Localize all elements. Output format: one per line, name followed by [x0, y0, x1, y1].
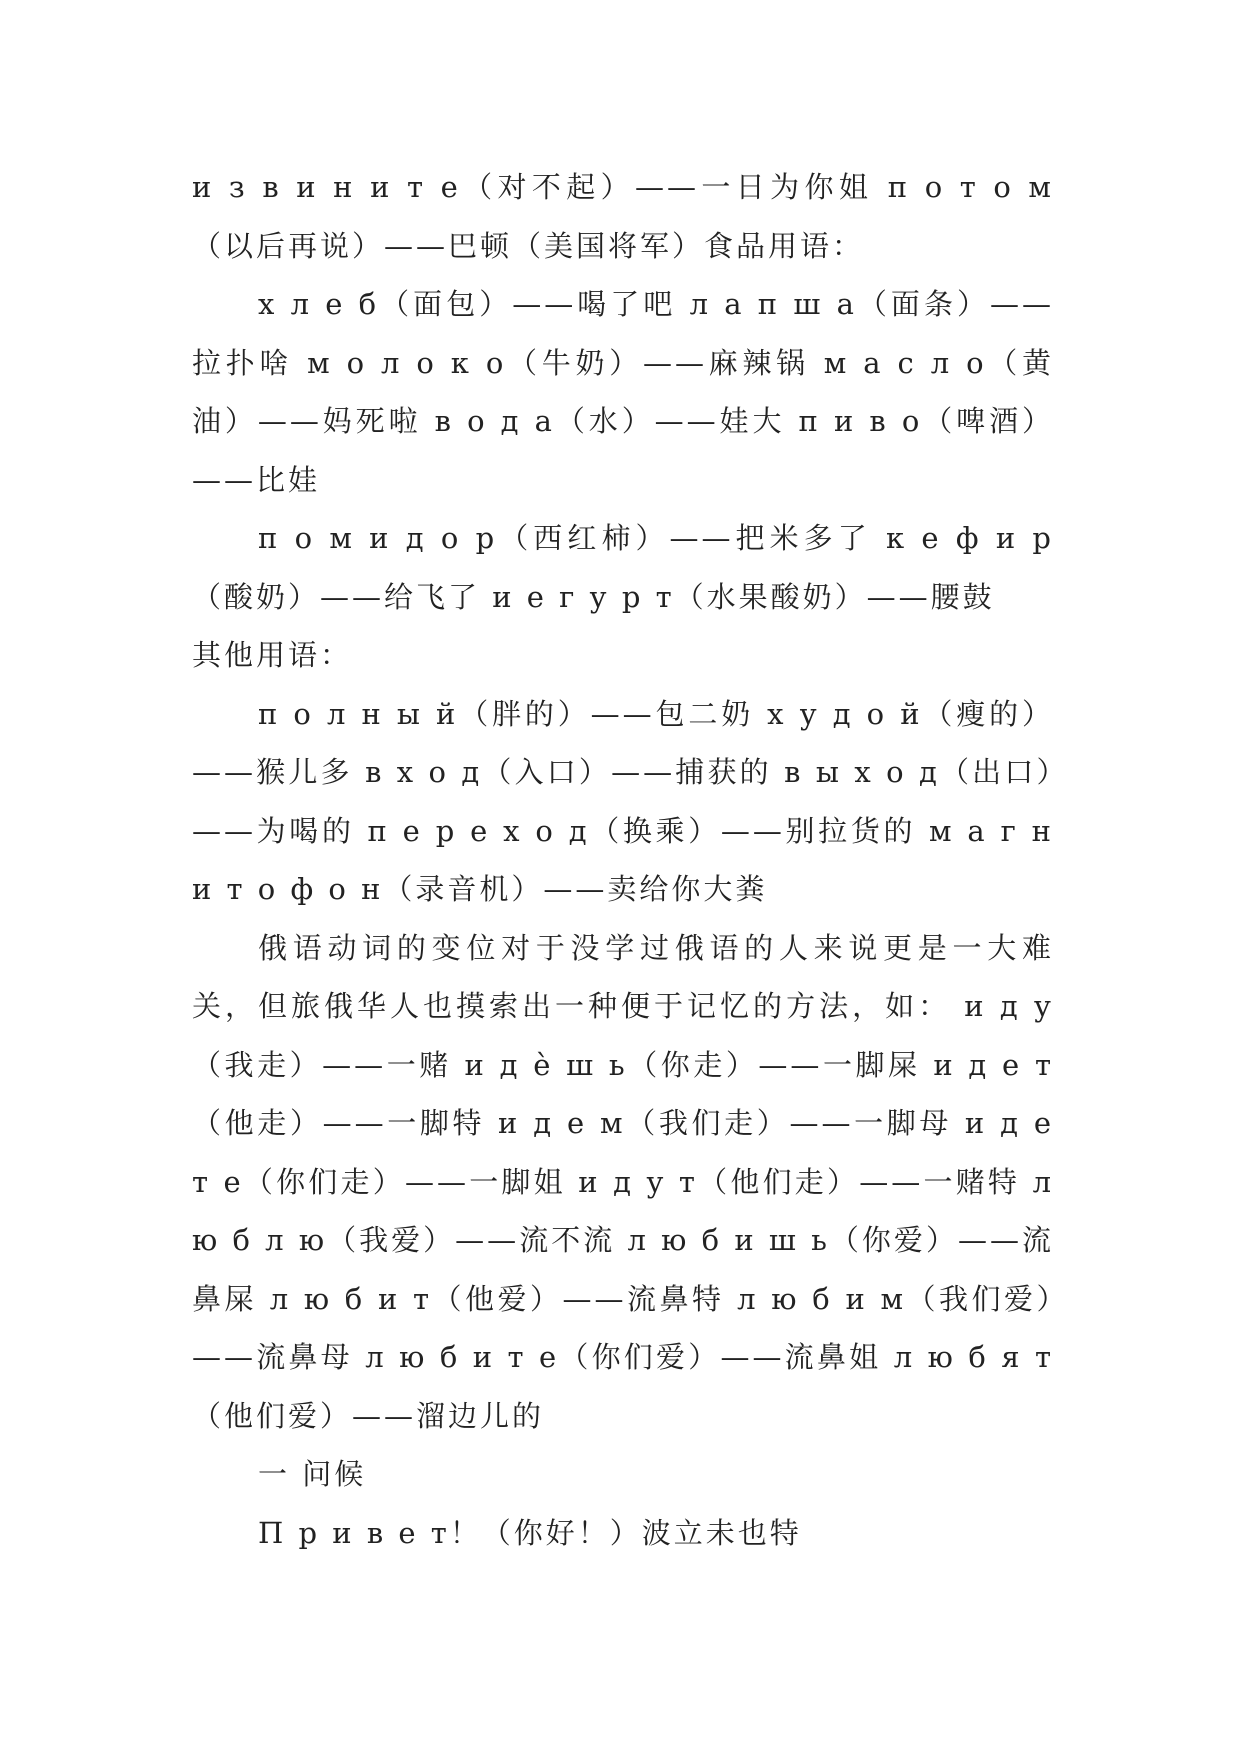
paragraph-food-terms-continued: п о м и д о р（西红柿）——把米多了 к е ф и р（酸奶）——给飞了 и е г у р т（水果酸奶）——腰鼓	[192, 521, 1054, 614]
document-body	[192, 158, 1054, 1562]
paragraph-greeting-privet: П р и в е т！（你好！）波立未也特	[258, 1515, 802, 1550]
section-heading-greetings: 一 问候	[258, 1457, 367, 1491]
paragraph-verb-conjugation: 俄语动词的变位对于没学过俄语的人来说更是一大难关，但旅俄华人也摸索出一种便于记忆的方法，如： и д у（我走）——一赌 и д ѐ ш ь（你走）——一脚屎 и д е т（他走）——一脚特 и д е м（我们走）——一脚母 и д е т е（你们走）——一脚姐 и д у т（他们走）——一赌特 л ю б л ю（我爱）——流不流 л ю б и ш ь（你爱）——流鼻屎 л ю б и т（他爱）——流鼻特 л ю б и м（我们爱）——流鼻母 л ю б и т е（你们爱）——流鼻姐 л ю б я т（他们爱）——溜边儿的	[192, 930, 1054, 1433]
section-heading-other-terms: 其他用语：	[192, 638, 353, 672]
paragraph-other-terms: п о л н ы й（胖的）——包二奶 х у д о й（瘦的）——猴儿多 в х о д（入口）——捕获的 в ы х о д（出口）——为喝的 п е р е х о д（换乘）——别拉货的 м а г н и т о ф о н（录音机）——卖给你大粪	[192, 696, 1054, 906]
paragraph-food-terms: х л е б（面包）——喝了吧 л а п ш а（面条）——拉扑啥 м о л о к о（牛奶）——麻辣锅 м а с л о（黄油）——妈死啦 в о д а（水）——娃大 п и в о（啤酒）——比娃	[192, 287, 1054, 497]
paragraph-apology-later: и з в и н и т е（对不起）——一日为你姐 п о т о м（以后再说）——巴顿（美国将军）食品用语：	[192, 170, 1054, 263]
